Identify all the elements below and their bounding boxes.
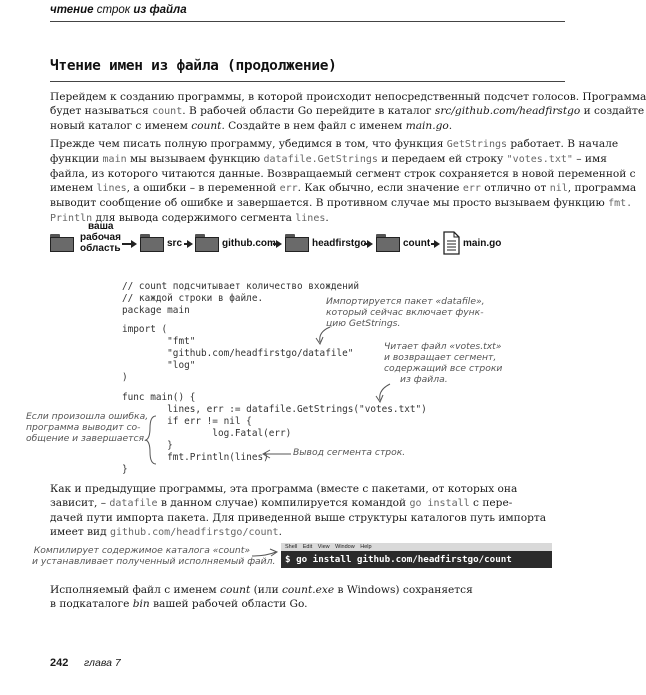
code-line: "fmt" — [122, 336, 196, 347]
new-directory-name: count — [191, 120, 222, 132]
file-label: main.go — [463, 238, 502, 249]
program-name-code: count — [152, 106, 183, 117]
code-line: if err != nil { — [122, 416, 252, 427]
compile-annotation: Компилирует содержимое каталога «count» и устанавливает полученный исполняемый файл. — [32, 545, 276, 567]
print-annotation: Вывод сегмента строк. — [293, 447, 406, 458]
error-annotation: Если произошла ошибка, программа выводит со- общение и завершается. — [26, 411, 149, 444]
compile-paragraph: Как и предыдущие программы, эта программа (вместе с пакетами, от которых она зависит, – datafile в данном случае) компилируется командой go install с пере- дачей пути импорта пакета. Для приведенной выше структуры каталогов путь импорта имеет вид github.com/headfirstgo/count. — [50, 483, 547, 538]
page-number: 242 — [50, 657, 69, 669]
terminal-menu-bar — [281, 543, 552, 551]
running-head-part2: строк — [96, 4, 131, 16]
file-name: main.go — [405, 120, 449, 132]
result-paragraph: Исполняемый файл с именем count (или count.exe в Windows) сохраняется в подкаталоге bin вашей рабочей области Go. — [50, 584, 473, 610]
running-head-part3: из файла — [133, 4, 187, 16]
github-label: github.com — [222, 238, 276, 249]
code-line: } — [122, 440, 173, 451]
code-line: // каждой строки в файле. — [122, 293, 264, 304]
menu-help[interactable]: Help — [360, 544, 372, 550]
code-line: // count подсчитывает количество вхождений — [122, 281, 360, 292]
page-title: Чтение имен из файла (продолжение) — [50, 58, 337, 74]
intro-line-1: Перейдем к созданию программы, в которой происходит непосредственный подсчет голосов. Программа — [50, 91, 646, 103]
terminal-command: $ go install github.com/headfirstgo/count — [285, 554, 512, 565]
code-line: import ( — [122, 324, 168, 335]
directory-path: src/github.com/headfirstgo — [434, 105, 581, 117]
workspace-label: ваша рабочая область — [80, 221, 121, 254]
menu-view[interactable]: View — [317, 544, 330, 550]
code-line: ) — [122, 372, 128, 383]
code-line: log.Fatal(err) — [122, 428, 292, 439]
terminal-window — [281, 543, 552, 568]
headfirstgo-label: headfirstgo — [312, 238, 367, 249]
code-line: func main() { — [122, 392, 196, 403]
code-line: fmt.Println(lines) — [122, 452, 269, 463]
code-line: package main — [122, 305, 190, 316]
import-annotation: Импортируется пакет «datafile», который сейчас включает функ- цию GetStrings. — [326, 296, 485, 329]
code-line: } — [122, 464, 128, 475]
running-head-part1: чтение — [50, 4, 94, 16]
count-label: count — [403, 238, 431, 249]
chapter-label: глава 7 — [84, 657, 121, 669]
menu-edit[interactable]: Edit — [302, 544, 313, 550]
code-line: lines, err := datafile.GetStrings("votes.txt") — [122, 404, 427, 415]
intro-paragraph: Перейдем к созданию программы, в которой происходит непосредственный подсчет голосов. Программа будет называться count. В рабочей области Go перейдите в каталог src/github.com/headfirstgo и создайте новый каталог с именем count. Создайте в нем файл с именем main.go. — [50, 91, 646, 132]
code-line: "log" — [122, 360, 196, 371]
src-label: src — [167, 238, 183, 249]
read-annotation: Читает файл «votes.txt» и возвращает сегмент, содержащий все строки из файла. — [384, 341, 503, 385]
menu-window[interactable]: Window — [335, 544, 355, 550]
code-line: "github.com/headfirstgo/datafile" — [122, 348, 354, 359]
menu-shell[interactable]: Shell — [285, 544, 298, 550]
explanation-paragraph: Прежде чем писать полную программу, убедимся в том, что функция GetStrings работает. В начале функции main мы вызываем функцию datafile.GetStrings и передаем ей строку "votes.txt" – имя файла, из которого читаются данные. Возвращаемый сегмент строк сохраняется в новой переменной с именем lines, а ошибки – в переменной err. Как обычно, если значение err отлично от nil, программа выводит сообщение об ошибке и завершается. В противном случае мы просто вызываем функцию fmt. Println для вывода содержимого сегмента lines. — [50, 138, 637, 224]
